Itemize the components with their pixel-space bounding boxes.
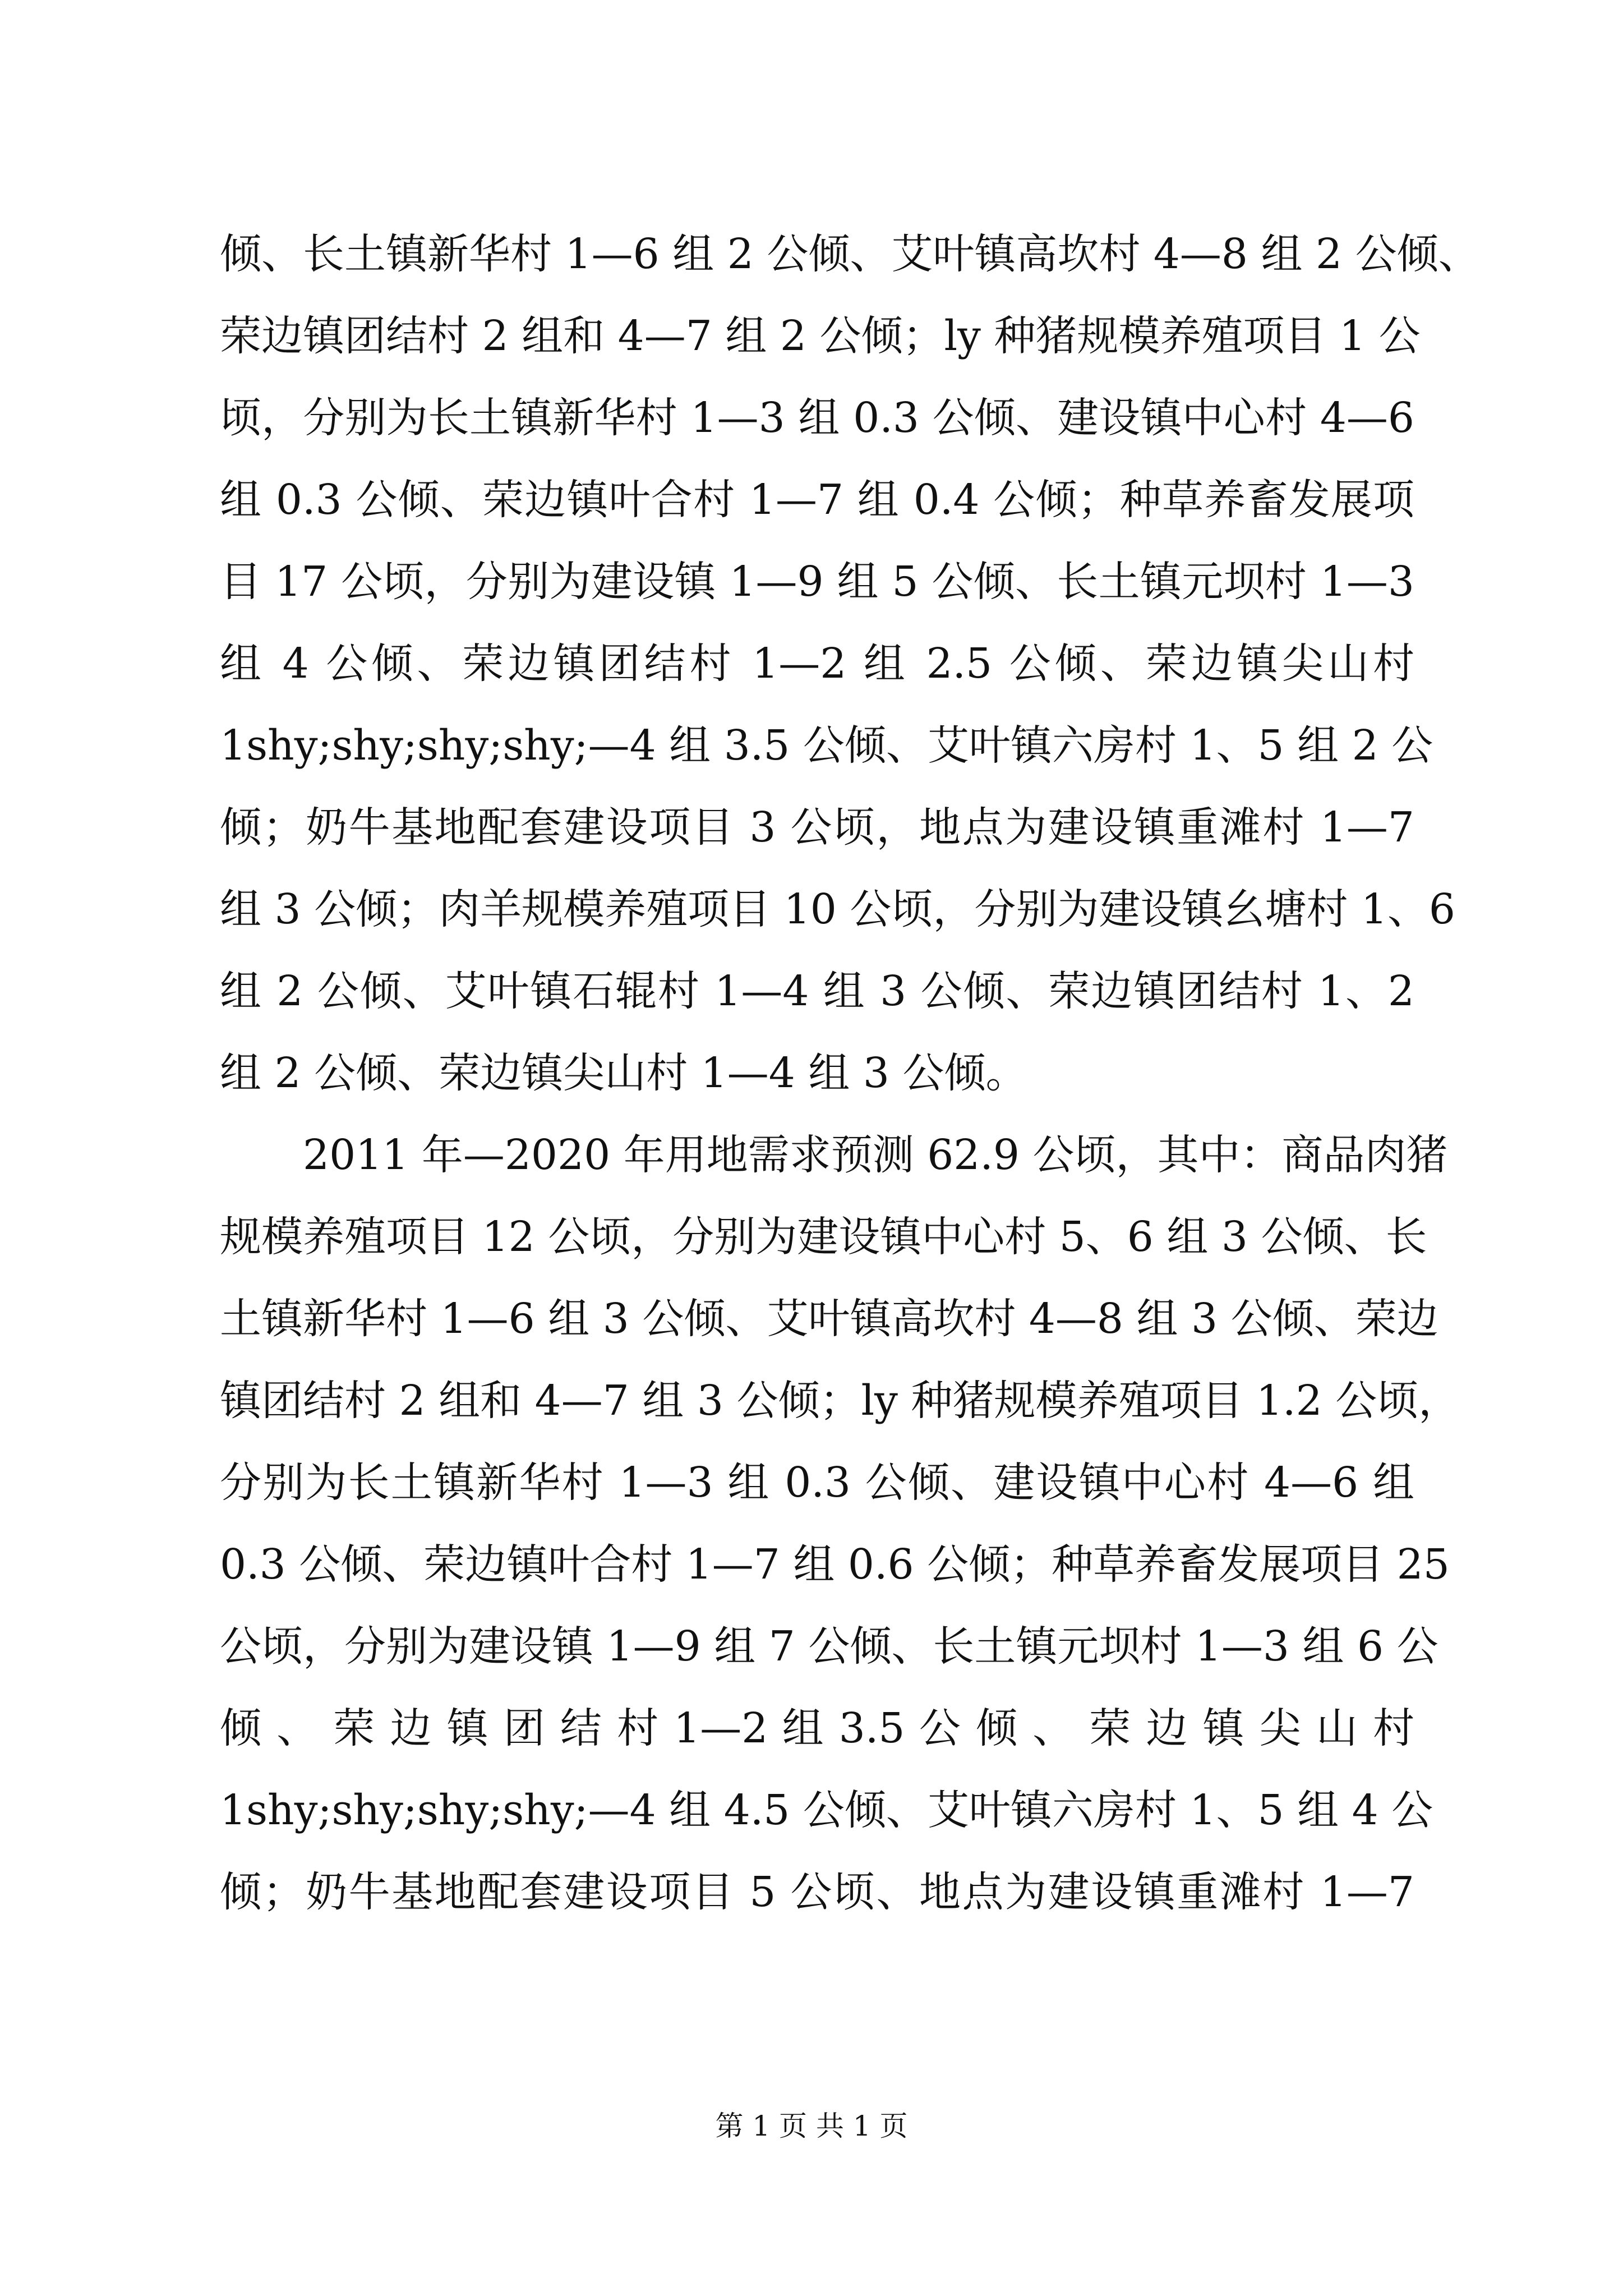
text-line: 规模养殖项目 12 公顷，分别为建设镇中心村 5、6 组 3 公倾、长 — [220, 1213, 1427, 1261]
text-line: 公顷，分别为建设镇 1—9 组 7 公倾、长土镇元坝村 1—3 组 6 公 — [220, 1622, 1438, 1671]
text-line: 组 4 公倾、荣边镇团结村 1—2 组 2.5 公倾、荣边镇尖山村 — [220, 639, 1414, 688]
text-line: 1shy;shy;shy;shy;—4 组 4.5 公倾、艾叶镇六房村 1、5 组 4 公 — [220, 1786, 1433, 1834]
text-line: 组 2 公倾、艾叶镇石辊村 1—4 组 3 公倾、荣边镇团结村 1、2 — [220, 967, 1414, 1015]
text-line: 顷，分别为长土镇新华村 1—3 组 0.3 公倾、建设镇中心村 4—6 — [220, 394, 1414, 442]
text-line: 1shy;shy;shy;shy;—4 组 3.5 公倾、艾叶镇六房村 1、5 组 2 公 — [220, 721, 1433, 770]
text-line: 组 2 公倾、荣边镇尖山村 1—4 组 3 公倾。 — [220, 1049, 1027, 1097]
page-number-footer: 第 1 页 共 1 页 — [715, 2110, 908, 2142]
text-line: 目 17 公顷，分别为建设镇 1—9 组 5 公倾、长土镇元坝村 1—3 — [220, 558, 1414, 606]
text-line: 组 0.3 公倾、荣边镇叶合村 1—7 组 0.4 公倾；种草养畜发展项 — [220, 476, 1414, 524]
text-line: 组 3 公倾；肉羊规模养殖项目 10 公顷，分别为建设镇幺塘村 1、6 — [220, 885, 1456, 933]
text-line: 倾 、 荣 边 镇 团 结 村 1—2 组 3.5 公 倾 、 荣 边 镇 尖 山 村 — [220, 1704, 1414, 1752]
text-line: 分别为长土镇新华村 1—3 组 0.3 公倾、建设镇中心村 4—6 组 — [220, 1458, 1414, 1507]
text-line: 镇团结村 2 组和 4—7 组 3 公倾；ly 种猪规模养殖项目 1.2 公顷， — [220, 1377, 1460, 1425]
text-line: 0.3 公倾、荣边镇叶合村 1—7 组 0.6 公倾；种草养畜发展项目 25 — [220, 1540, 1450, 1589]
text-line: 荣边镇团结村 2 组和 4—7 组 2 公倾；ly 种猪规模养殖项目 1 公 — [220, 312, 1421, 360]
body-text — [220, 213, 1480, 1933]
text-line: 倾；奶牛基地配套建设项目 3 公顷，地点为建设镇重滩村 1—7 — [220, 803, 1414, 852]
text-line: 2011 年—2020 年用地需求预测 62.9 公顷，其中：商品肉猪 — [303, 1131, 1448, 1179]
text-line: 土镇新华村 1—6 组 3 公倾、艾叶镇高坎村 4—8 组 3 公倾、荣边 — [220, 1295, 1438, 1343]
text-line: 倾；奶牛基地配套建设项目 5 公顷、地点为建设镇重滩村 1—7 — [220, 1868, 1414, 1916]
text-line: 倾、长土镇新华村 1—6 组 2 公倾、艾叶镇高坎村 4—8 组 2 公倾、 — [220, 230, 1480, 278]
